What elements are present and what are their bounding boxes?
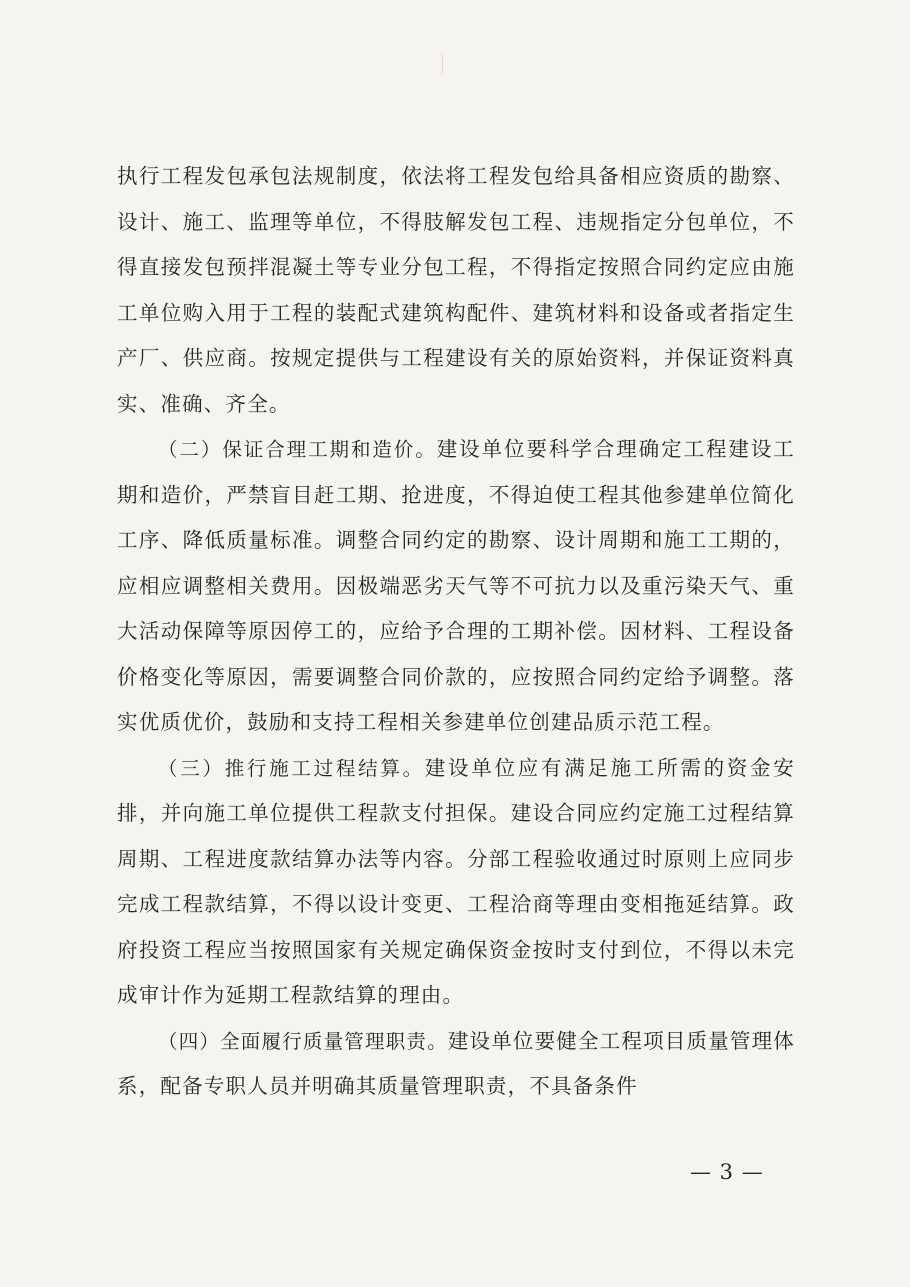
section-heading-2: （二）保证合理工期和造价。 [158,438,437,461]
section-heading-4: （四）全面履行质量管理职责。 [158,1029,448,1053]
page-number: — 3 — [690,1160,764,1184]
paragraph-1-text: 执行工程发包承包法规制度，依法将工程发包给具备相应资质的勘察、设计、施工、监理等单位，不得肢解发包工程、违规指定分包单位，不得直接发包预拌混凝土等专业分包工程，不得指定按照合同约定应由施工单位购入用于工程的装配式建筑构配件、建筑材料和设备或者指定生产厂、供应商。按规定提供与工程建设有关的原始资料，并保证资料真实、准确、齐全。 [117,164,795,416]
paragraph-3-text: 建设单位应有满足施工所需的资金安排，并向施工单位提供工程款支付担保。建设合同应约定施工过程结算周期、工程进度款结算办法等内容。分部工程验收通过时原则上应同步完成工程款结算，不得以设计变更、工程洽商等理由变相拖延结算。政府投资工程应当按照国家有关规定确保资金按时支付到位，不得以未完成审计作为延期工程款结算的理由。 [117,755,795,1007]
scan-artifact [438,52,443,76]
document-body [117,154,795,1110]
paragraph-4-text: 建设单位要健全工程项目质量管理体系，配备专职人员并明确其质量管理职责，不具备条件 [117,1028,796,1098]
paragraph-3 [117,746,795,1019]
paragraph-1 [117,154,795,427]
section-heading-3: （三）推行施工过程结算。 [158,756,425,780]
paragraph-2-text: 建设单位要科学合理确定工程建设工期和造价，严禁盲目赶工期、抢进度，不得迫使工程其他参建单位简化工序、降低质量标准。调整合同约定的勘察、设计周期和施工工期的，应相应调整相关费用。因极端恶劣天气等不可抗力以及重污染天气、重大活动保障等原因停工的，应给予合理的工期补偿。因材料、工程设备价格变化等原因，需要调整合同价款的，应按照合同约定给予调整。落实优质优价，鼓励和支持工程相关参建单位创建品质示范工程。 [117,437,796,734]
paragraph-4 [117,1019,795,1110]
paragraph-2 [117,427,795,746]
